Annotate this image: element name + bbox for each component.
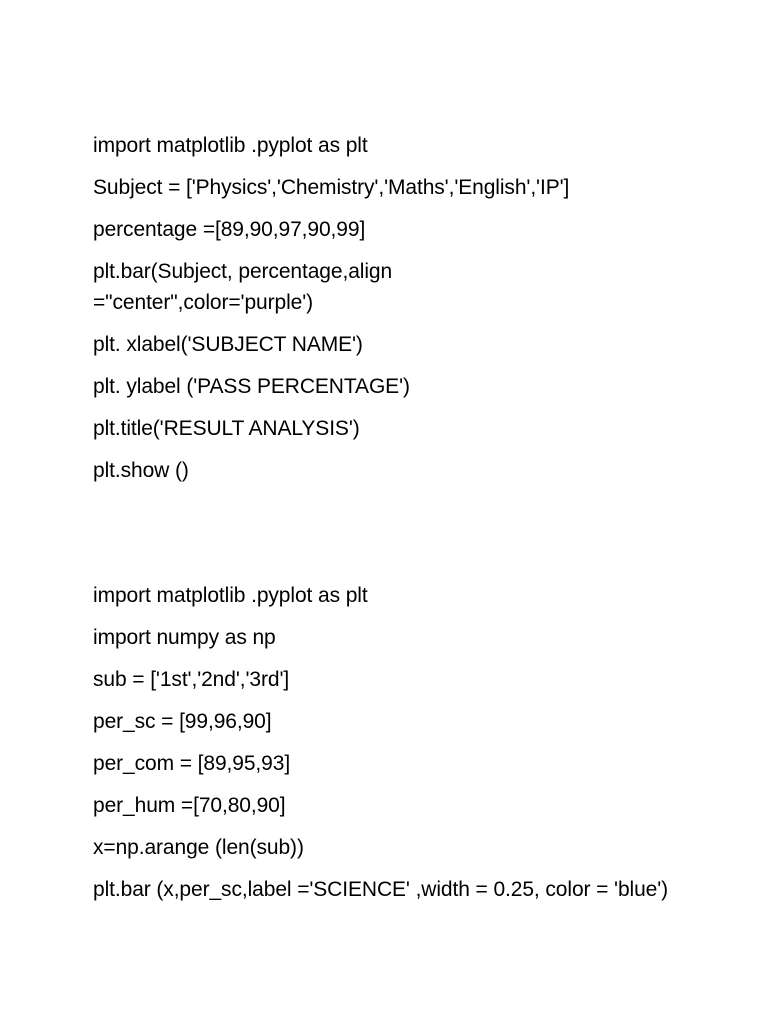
code-line: per_hum =[70,80,90] xyxy=(93,794,286,817)
code-block-1 xyxy=(93,130,713,497)
code-line: per_com = [89,95,93] xyxy=(93,752,291,775)
code-line: x=np.arange (len(sub)) xyxy=(93,836,304,859)
code-line: plt.bar (x,per_sc,label ='SCIENCE' ,width = 0.25, color = 'blue') xyxy=(93,878,669,901)
code-line: plt.bar(Subject, percentage,align ="center",color='purple') xyxy=(93,260,393,314)
code-line: plt. ylabel ('PASS PERCENTAGE') xyxy=(93,375,410,398)
code-line: sub = ['1st','2nd','3rd'] xyxy=(93,668,290,691)
code-block-2 xyxy=(93,580,713,916)
code-line: plt.title('RESULT ANALYSIS') xyxy=(93,417,360,440)
code-line: import numpy as np xyxy=(93,626,276,649)
code-line: plt.show () xyxy=(93,459,189,482)
code-line: percentage =[89,90,97,90,99] xyxy=(93,218,366,241)
code-line: import matplotlib .pyplot as plt xyxy=(93,134,368,157)
code-line: plt. xlabel('SUBJECT NAME') xyxy=(93,333,363,356)
code-line: import matplotlib .pyplot as plt xyxy=(93,584,368,607)
code-line: Subject = ['Physics','Chemistry','Maths','English','IP'] xyxy=(93,176,570,199)
code-line: per_sc = [99,96,90] xyxy=(93,710,272,733)
